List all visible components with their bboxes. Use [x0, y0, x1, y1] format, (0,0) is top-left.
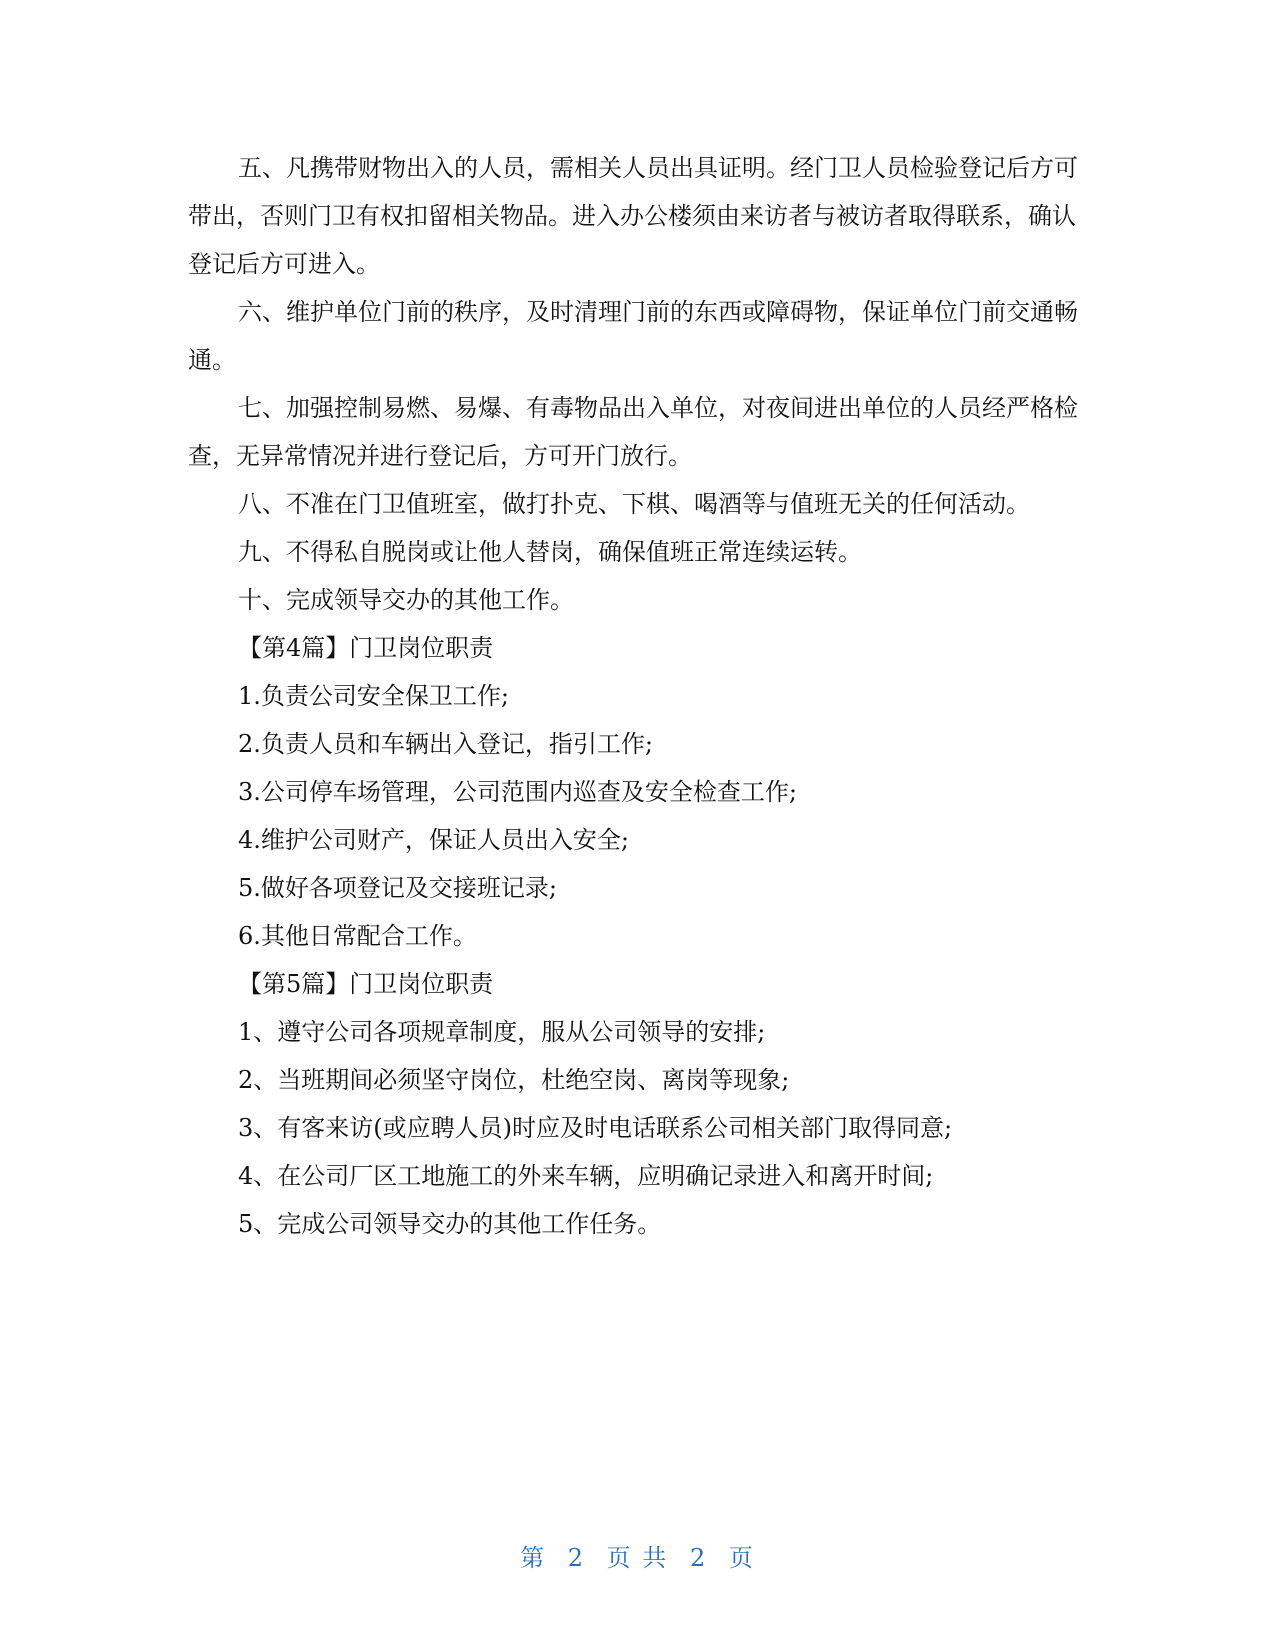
paragraph-item-6: 六、维护单位门前的秩序，及时清理门前的东西或障碍物，保证单位门前交通畅通。	[188, 298, 1078, 374]
list-item: 6.其他日常配合工作。	[238, 922, 477, 950]
paragraph-item-8: 八、不准在门卫值班室，做打扑克、下棋、喝酒等与值班无关的任何活动。	[238, 490, 1030, 518]
footer-suffix: 页	[728, 1544, 755, 1572]
paragraph-item-10: 十、完成领导交办的其他工作。	[238, 586, 574, 614]
list-item: 3、有客来访(或应聘人员)时应及时电话联系公司相关部门取得同意;	[238, 1114, 953, 1142]
list-item: 5、完成公司领导交办的其他工作任务。	[238, 1210, 662, 1238]
list-item: 1.负责公司安全保卫工作;	[238, 682, 509, 710]
page-footer	[0, 1538, 1275, 1573]
footer-prefix: 第	[520, 1544, 547, 1572]
total-page-number: 2	[689, 1544, 708, 1572]
section-heading-4: 【第4篇】门卫岗位职责	[238, 634, 494, 662]
list-item: 2、当班期间必须坚守岗位，杜绝空岗、离岗等现象;	[238, 1066, 790, 1094]
current-page-number: 2	[567, 1544, 586, 1572]
section-heading-5: 【第5篇】门卫岗位职责	[238, 970, 494, 998]
list-item: 5.做好各项登记及交接班记录;	[238, 874, 557, 902]
list-item: 2.负责人员和车辆出入登记，指引工作;	[238, 730, 653, 758]
paragraph-item-5: 五、凡携带财物出入的人员，需相关人员出具证明。经门卫人员检验登记后方可带出，否则门卫有权扣留相关物品。进入办公楼须由来访者与被访者取得联系，确认登记后方可进入。	[188, 154, 1078, 278]
document-body	[188, 144, 1098, 1248]
list-item: 3.公司停车场管理，公司范围内巡查及安全检查工作;	[238, 778, 797, 806]
paragraph-item-7: 七、加强控制易燃、易爆、有毒物品出入单位，对夜间进出单位的人员经严格检查，无异常情况并进行登记后，方可开门放行。	[188, 394, 1078, 470]
list-item: 4、在公司厂区工地施工的外来车辆，应明确记录进入和离开时间;	[238, 1162, 934, 1190]
list-item: 4.维护公司财产，保证人员出入安全;	[238, 826, 629, 854]
list-item: 1、遵守公司各项规章制度，服从公司领导的安排;	[238, 1018, 766, 1046]
paragraph-item-9: 九、不得私自脱岗或让他人替岗，确保值班正常连续运转。	[238, 538, 862, 566]
footer-middle: 页 共	[606, 1544, 669, 1572]
